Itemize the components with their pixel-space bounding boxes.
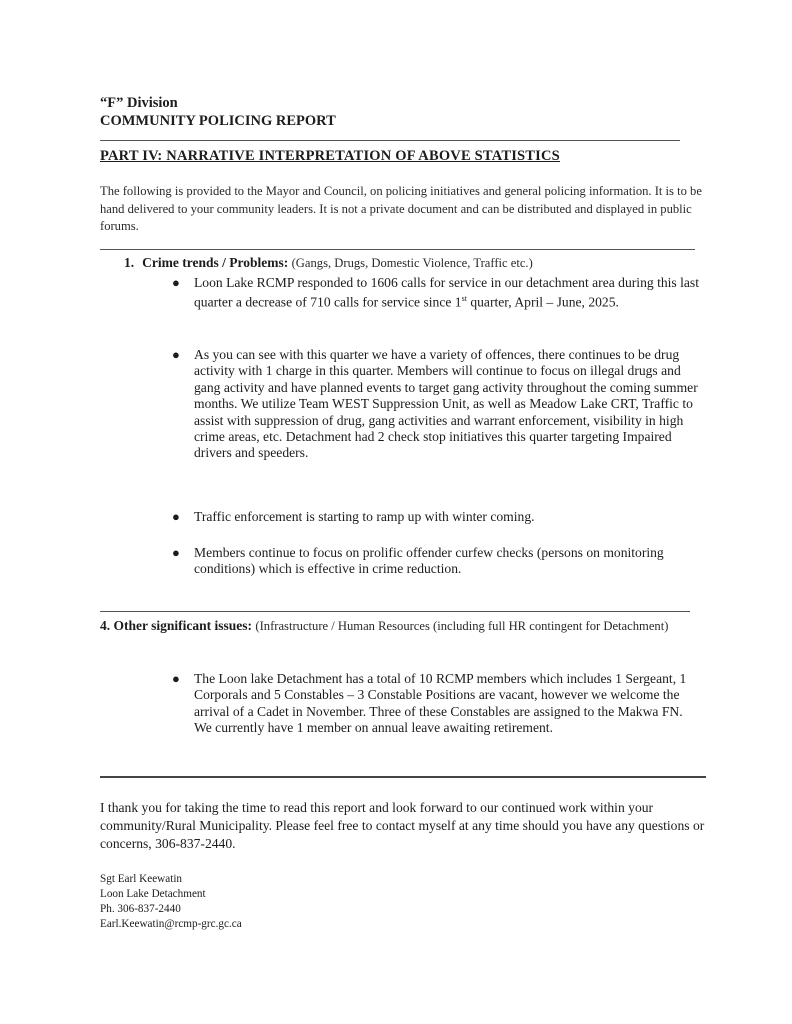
report-title: COMMUNITY POLICING REPORT bbox=[100, 113, 336, 129]
signer-email: Earl.Keewatin@rcmp-grc.gc.ca bbox=[100, 918, 242, 930]
list-item bbox=[172, 671, 702, 737]
ordinal-suffix: st bbox=[461, 294, 467, 304]
section-4-categories: (Infrastructure / Human Resources (including full HR contingent for Detachment) bbox=[255, 619, 669, 633]
closing-paragraph: I thank you for taking the time to read this report and look forward to our continued work within your community/Rural Municipality. Please feel free to contact myself at any time should you have any questions or concerns, 306-837-2440. bbox=[100, 800, 705, 851]
list-item bbox=[172, 347, 702, 462]
list-item bbox=[172, 275, 702, 311]
bullet-icon: ● bbox=[172, 347, 180, 362]
curfew-checks-text: Members continue to focus on prolific offender curfew checks (persons on monitoring conditions) which is effective in crime reduction. bbox=[194, 545, 664, 577]
section-1-bullet-list bbox=[172, 347, 702, 462]
intro-paragraph: The following is provided to the Mayor and Council, on policing initiatives and general policing information. It is to be hand delivered to your community leaders. It is not a private document and can be distributed and displayed in public forums. bbox=[100, 184, 702, 233]
quarter-text: quarter, April – June, 2025. bbox=[466, 294, 619, 310]
staffing-text: The Loon lake Detachment has a total of 10 RCMP members which includes 1 Sergeant, 1 Corporals and 5 Constables – 3 Constable Positions are vacant, however we welcome the arrival of a Cadet in November. Three of these Constables are assigned to the Makwa FN. We currently have 1 member on annual leave awaiting retirement. bbox=[194, 671, 687, 736]
calls-for-service-text: Loon Lake RCMP responded to 1606 calls for service in our detachment area during this last quarter a decrease of 710 calls for service since 1 bbox=[194, 275, 699, 310]
intro-rule bbox=[100, 249, 695, 250]
signer-name: Sgt Earl Keewatin bbox=[100, 873, 183, 885]
traffic-text: Traffic enforcement is starting to ramp up with winter coming. bbox=[194, 509, 535, 524]
bullet-icon: ● bbox=[172, 545, 180, 560]
list-item bbox=[172, 509, 702, 525]
section-1-number: 1. bbox=[124, 255, 135, 270]
list-item bbox=[172, 545, 702, 578]
section-4-rule bbox=[100, 776, 706, 778]
offences-text: As you can see with this quarter we have a variety of offences, there continues to be drug activity with 1 charge in this quarter. Members will continue to focus on illegal drugs and gang activity and have planned events to target gang activity throughout the coming summer months. We utilize Team WEST Suppression Unit, as well as Meadow Lake CRT, Traffic to assist with suppression of drug, gang activities and warrant enforcement, visibility in high crime areas, etc. Detachment had 2 check stop initiatives this quarter targeting Impaired drivers and speeders. bbox=[194, 347, 698, 461]
section-4-heading bbox=[100, 617, 700, 635]
section-1-title: Crime trends / Problems: bbox=[142, 255, 289, 270]
section-1-bullet-list bbox=[172, 509, 702, 525]
signature-block bbox=[100, 872, 242, 932]
part-title: PART IV: NARRATIVE INTERPRETATION OF ABOVE STATISTICS bbox=[100, 148, 560, 164]
section-1-heading bbox=[124, 255, 533, 271]
section-4-title: 4. Other significant issues: bbox=[100, 618, 253, 633]
section-1-bullet-list bbox=[172, 275, 702, 311]
bullet-icon: ● bbox=[172, 275, 180, 290]
bullet-icon: ● bbox=[172, 509, 180, 524]
section-1-categories: (Gangs, Drugs, Domestic Violence, Traffic etc.) bbox=[291, 256, 533, 270]
signer-phone: Ph. 306-837-2440 bbox=[100, 903, 181, 915]
bullet-icon: ● bbox=[172, 671, 180, 686]
division-label: “F” Division bbox=[100, 95, 178, 111]
header-rule bbox=[100, 140, 680, 141]
section-1-rule bbox=[100, 611, 690, 612]
signer-detachment: Loon Lake Detachment bbox=[100, 888, 206, 900]
section-1-bullet-list bbox=[172, 545, 702, 578]
section-4-bullet-list bbox=[172, 671, 702, 737]
